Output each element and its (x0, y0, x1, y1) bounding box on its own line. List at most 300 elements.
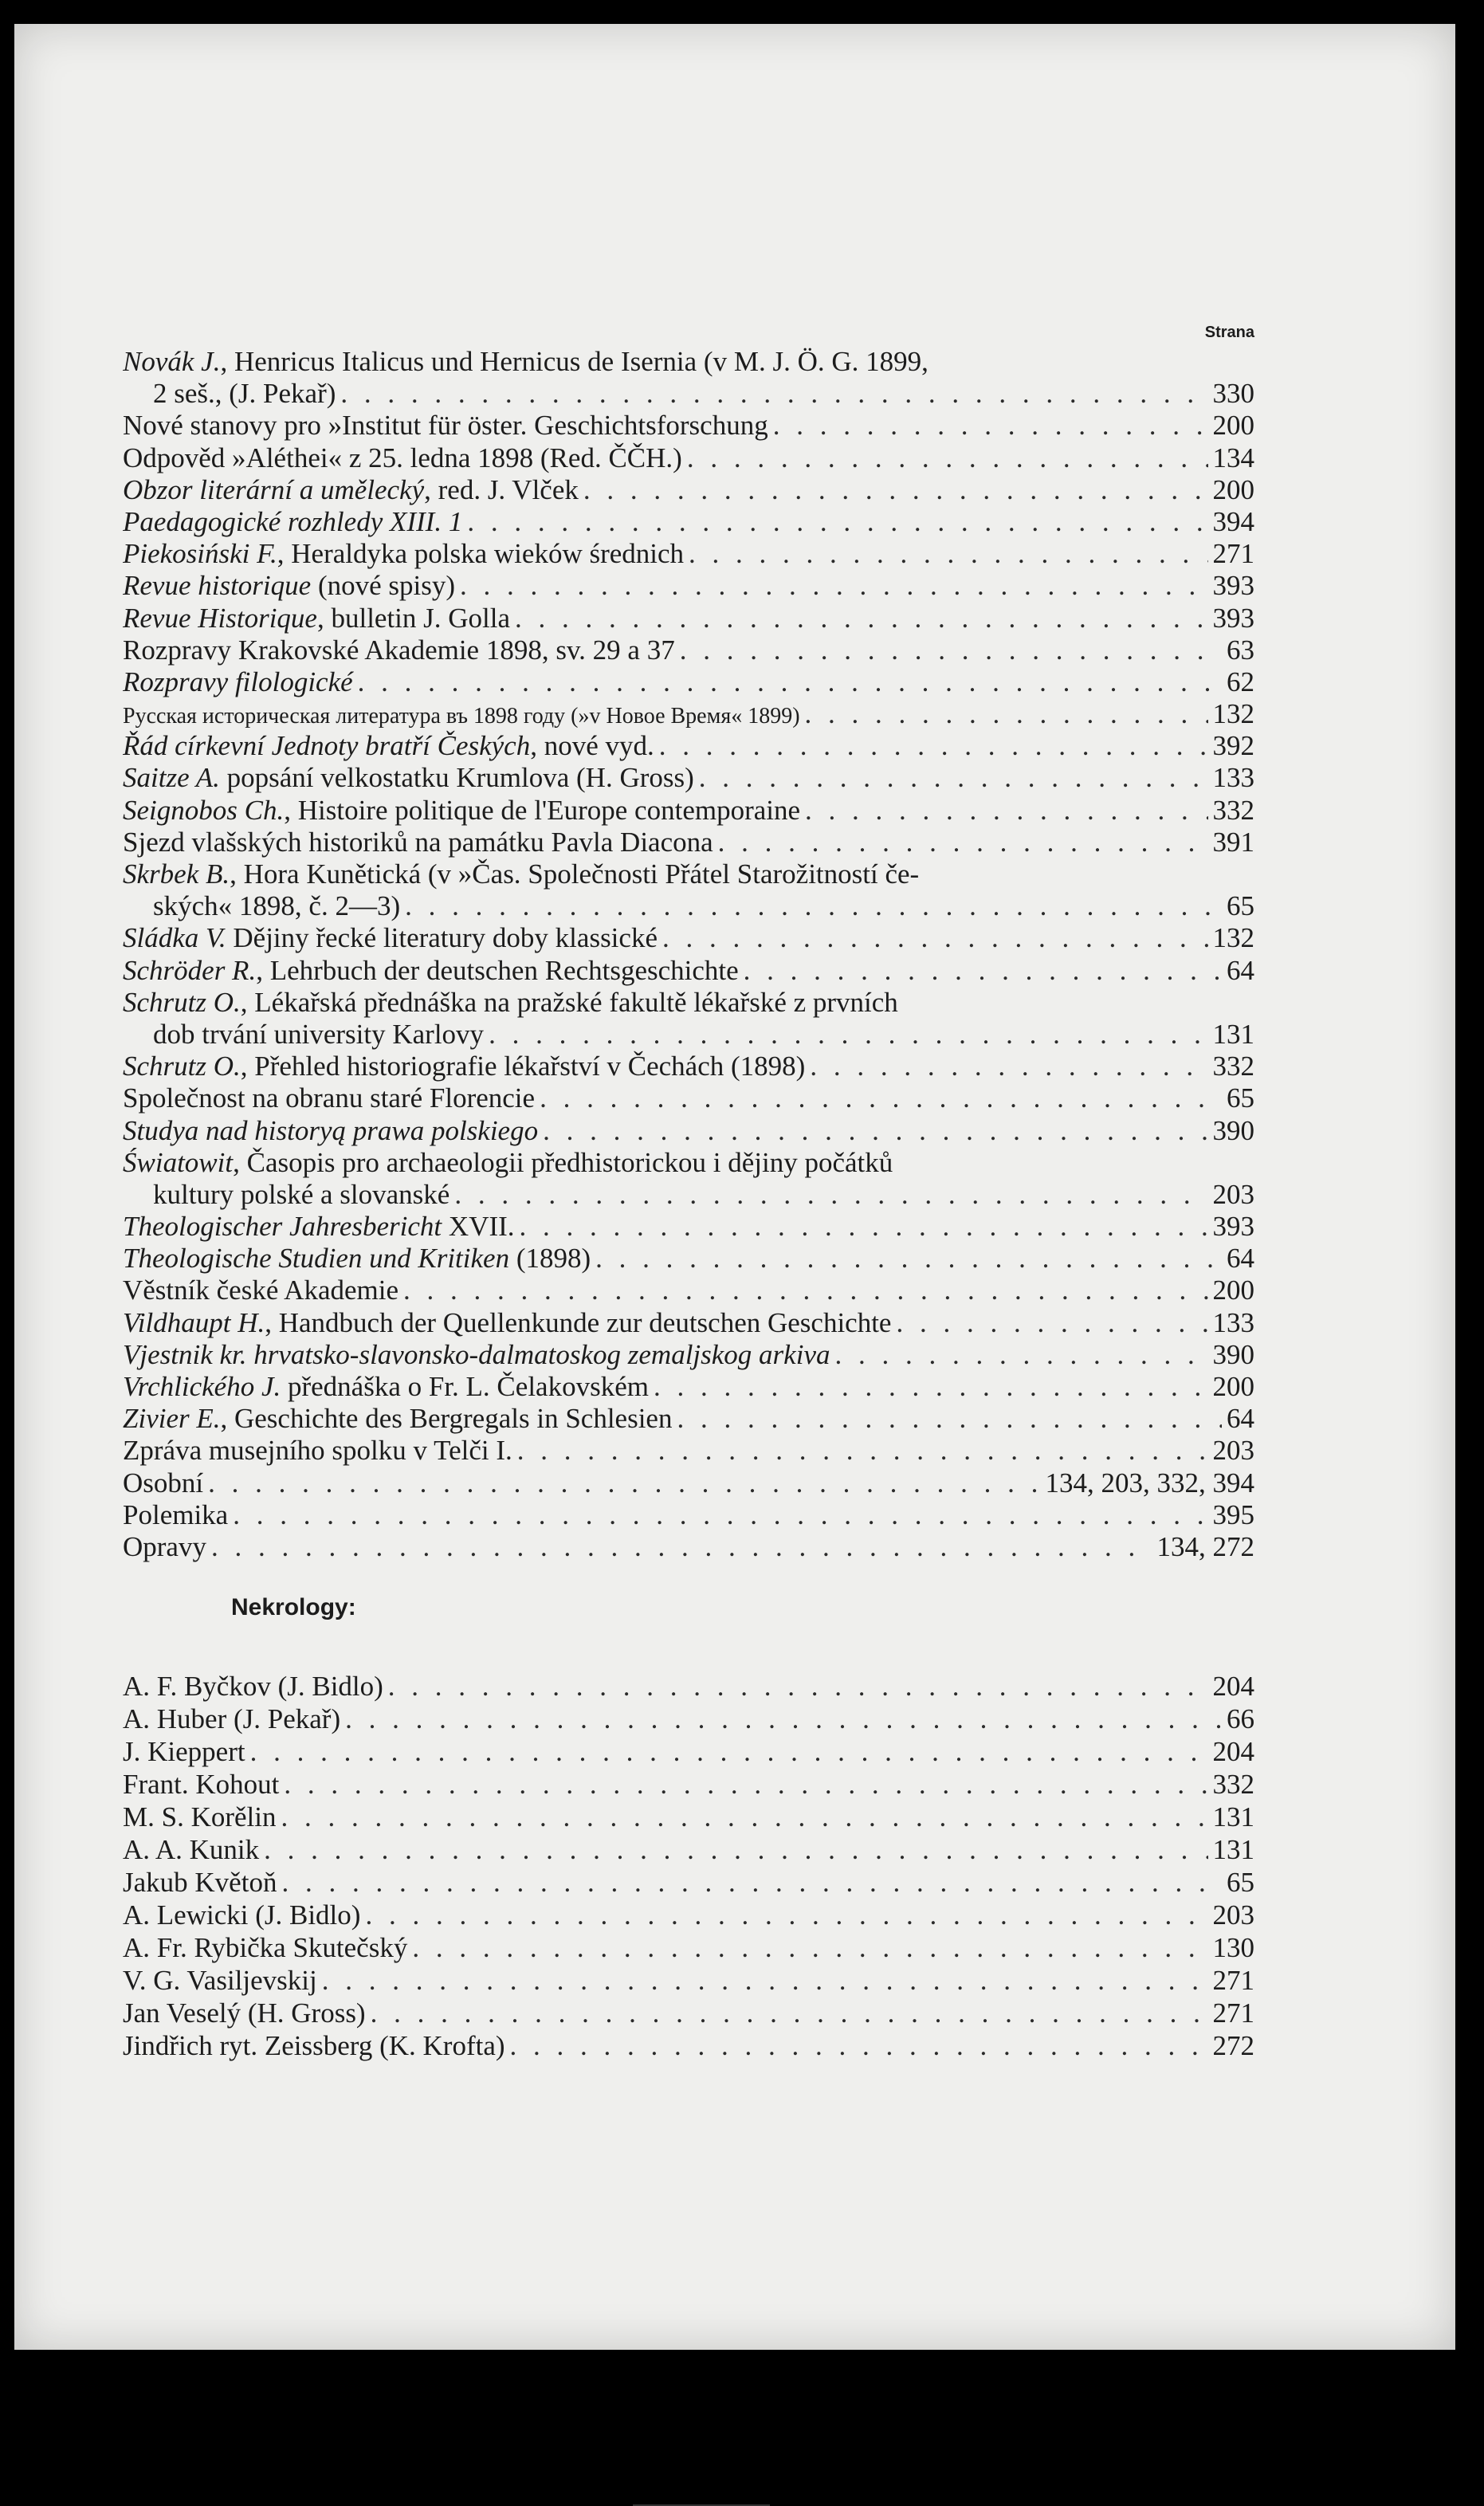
entry-line (123, 1801, 1254, 1833)
page-number: 393 (1212, 1211, 1254, 1243)
leader-dots (264, 1833, 1207, 1866)
leader-dots (412, 1931, 1207, 1964)
entry-line (123, 1211, 1254, 1243)
page-number: 393 (1212, 602, 1254, 634)
leader-dots (340, 378, 1207, 410)
leader-dots (517, 1435, 1208, 1467)
entry-line (123, 1339, 1254, 1371)
page-number: 203 (1212, 1899, 1254, 1931)
entry-title-text: , Lékařská přednáška na pražské fakultě lékařské z prvních (240, 986, 898, 1018)
index-entry (123, 506, 1254, 538)
entry-line (123, 1931, 1254, 1964)
entry-title-text: Osobní (123, 1467, 204, 1498)
entry-title-italic: Řád církevní Jednoty bratří Českých (123, 730, 531, 762)
entry-title-text: , Přehled historiografie lékařství v Čechách (1898) (240, 1051, 806, 1082)
page-number: 204 (1212, 1736, 1254, 1768)
leader-dots (805, 698, 1208, 730)
leader-dots (595, 1243, 1222, 1275)
leader-dots (365, 1899, 1207, 1931)
entry-line (123, 827, 1254, 858)
leader-dots (489, 1019, 1207, 1051)
entry-line (123, 858, 1254, 890)
obituary-entry (123, 1768, 1254, 1801)
leader-dots (834, 1339, 1207, 1371)
index-entry (123, 955, 1254, 987)
entry-title (123, 506, 462, 538)
page-number: 134, 272 (1156, 1530, 1254, 1562)
entry-title (123, 1243, 591, 1275)
entry-line (123, 1499, 1254, 1531)
leader-dots (454, 1179, 1207, 1211)
entry-title-italic: Rozpravy filologické (123, 666, 353, 697)
obituary-entry (123, 1899, 1254, 1931)
obituary-entry (123, 2029, 1254, 2062)
leader-dots (810, 1051, 1207, 1082)
leader-dots (543, 1115, 1207, 1147)
leader-dots (510, 2029, 1208, 2062)
index-entry (123, 1307, 1254, 1339)
index-entry (123, 827, 1254, 858)
leader-dots (467, 506, 1207, 538)
page-number: 200 (1212, 410, 1254, 442)
entry-title (123, 1703, 340, 1735)
entry-title-text: , Geschichte des Bergregals in Schlesien (220, 1403, 673, 1435)
entry-title (123, 1115, 538, 1147)
entry-title (123, 1275, 398, 1306)
entry-line (123, 762, 1254, 794)
entry-title (123, 1403, 672, 1435)
entry-title-italic: Seignobos Ch. (123, 794, 285, 826)
entry-title-text: Frant. Kohout (123, 1769, 280, 1801)
page-number: 64 (1227, 1403, 1254, 1435)
index-entry (123, 858, 1254, 922)
entry-line (123, 1997, 1254, 2029)
entry-title-text: Sjezd vlašských historiků na památku Pavla Diacona (123, 826, 713, 858)
entry-title-italic: Revue Historique (123, 602, 317, 634)
entry-title-italic: Vildhaupt H. (123, 1306, 265, 1338)
entry-title-text: , Časopis pro archaeologii předhistorickou i dějiny počátků (233, 1146, 893, 1178)
entry-line (123, 1467, 1254, 1499)
leader-dots (405, 890, 1222, 922)
entry-title (123, 1499, 228, 1531)
page-number: 272 (1212, 2030, 1254, 2062)
leader-dots (896, 1307, 1207, 1339)
entry-line (123, 1147, 1254, 1179)
entry-line (123, 1243, 1254, 1275)
obituary-entry (123, 1703, 1254, 1735)
entry-title (123, 858, 919, 890)
index-entry (123, 570, 1254, 602)
page-number: 332 (1212, 1051, 1254, 1082)
page-number: 131 (1212, 1834, 1254, 1866)
entry-title (123, 634, 675, 666)
leader-dots (805, 795, 1207, 827)
entry-title (123, 698, 800, 730)
entry-title-italic: Revue historique (123, 570, 312, 602)
index-entry (123, 795, 1254, 827)
index-entry (123, 634, 1254, 666)
entry-line (123, 346, 1254, 378)
index-entry (123, 442, 1254, 474)
index-entry (123, 1082, 1254, 1114)
page-number: 62 (1227, 666, 1254, 697)
entry-line (123, 1531, 1254, 1563)
entry-line (123, 506, 1254, 538)
entry-title-text: A. F. Byčkov (J. Bidlo) (123, 1671, 383, 1703)
index-entry (123, 1115, 1254, 1147)
index-entry (123, 603, 1254, 634)
entry-line (123, 955, 1254, 987)
scanned-page (14, 24, 1455, 2350)
entry-title-italic: Obzor literární a umělecký (123, 473, 425, 505)
index-entry (123, 1371, 1254, 1403)
entry-title (123, 1833, 259, 1866)
index-entry (123, 1147, 1254, 1211)
section-heading-nekrology: Nekrology: (231, 1594, 356, 1621)
leader-dots (583, 474, 1208, 506)
entry-title (123, 1147, 893, 1179)
page-number: 330 (1212, 378, 1254, 410)
index-entry (123, 1531, 1254, 1563)
column-header-strana: Strana (1204, 324, 1254, 341)
entry-line (123, 378, 1254, 410)
leader-dots (345, 1703, 1222, 1735)
leader-dots (281, 1801, 1208, 1833)
entry-line (123, 538, 1254, 570)
entry-title-italic: Vjestnik kr. hrvatsko-slavonsko-dalmatoskog zemaljskog arkiva (123, 1338, 830, 1370)
page-number: 392 (1212, 730, 1254, 762)
leader-dots (687, 442, 1208, 474)
page-number: 132 (1212, 922, 1254, 954)
page-number: 204 (1212, 1671, 1254, 1703)
entry-title (123, 1531, 206, 1563)
index-entry (123, 698, 1254, 730)
entry-line (123, 987, 1254, 1019)
entry-title-italic: Saitze A. (123, 762, 220, 794)
leader-dots (699, 762, 1208, 794)
entry-title (123, 666, 353, 698)
entry-title (153, 1019, 484, 1051)
entry-title (123, 955, 739, 987)
entry-title (123, 1899, 360, 1931)
entry-title-text: , Lehrbuch der deutschen Rechtsgeschichte (256, 954, 739, 986)
entry-line (123, 1435, 1254, 1467)
entry-title-italic: Schrutz O. (123, 986, 241, 1018)
entry-title-text: XVII. (442, 1211, 515, 1243)
leader-dots (250, 1735, 1208, 1768)
entry-line (123, 1082, 1254, 1114)
page-number: 200 (1212, 473, 1254, 505)
leader-dots (520, 1211, 1208, 1243)
index-entry (123, 538, 1254, 570)
page-number: 332 (1212, 1769, 1254, 1801)
index-entry (123, 410, 1254, 442)
index-entry (123, 474, 1254, 506)
entry-title (123, 346, 928, 378)
entry-line (123, 1833, 1254, 1866)
leader-dots (515, 603, 1207, 634)
entry-title-text: Jindřich ryt. Zeissberg (K. Krofta) (123, 2030, 505, 2062)
entry-line (123, 1307, 1254, 1339)
index-entry (123, 922, 1254, 954)
entry-line (123, 730, 1254, 762)
entry-title-italic: Skrbek B. (123, 858, 230, 890)
entry-title-text: Русская историческая литература въ 1898 году (»v Новое Время« 1899) (123, 704, 800, 729)
entry-title (123, 795, 800, 827)
entry-title-italic: Piekosiński F. (123, 538, 277, 570)
entry-title-italic: Sládka V. (123, 922, 226, 954)
entry-title-text: (1898) (509, 1243, 591, 1275)
page-number: 390 (1212, 1114, 1254, 1146)
page-number: 133 (1212, 1306, 1254, 1338)
page-number: 65 (1227, 1082, 1254, 1114)
page-number: 66 (1227, 1703, 1254, 1735)
leader-dots (388, 1670, 1208, 1703)
entry-title-text: A. Lewicki (J. Bidlo) (123, 1899, 361, 1931)
entry-title-italic: Paedagogické rozhledy XIII. 1 (123, 505, 463, 537)
index-entry (123, 1339, 1254, 1371)
entry-line (123, 1768, 1254, 1801)
leader-dots (460, 570, 1208, 602)
leader-dots (284, 1768, 1207, 1801)
entry-line (123, 698, 1254, 730)
obituary-entry (123, 1964, 1254, 1997)
entry-title (123, 827, 713, 858)
entry-title (123, 1051, 805, 1082)
entry-title-text: A. Fr. Rybička Skutečský (123, 1932, 408, 1964)
index-entry (123, 987, 1254, 1051)
page-number: 65 (1227, 890, 1254, 922)
page-number: 394 (1212, 505, 1254, 537)
leader-dots (680, 634, 1222, 666)
entry-line (123, 1371, 1254, 1403)
entry-title-text: Věstník české Akademie (123, 1275, 399, 1306)
entry-title-text: (nové spisy) (311, 570, 455, 602)
page-number: 391 (1212, 826, 1254, 858)
entry-title-text: 2 seš., (J. Pekař) (153, 378, 336, 410)
nekrology-list (123, 1670, 1254, 2062)
entry-title (123, 1997, 366, 2029)
entry-title (153, 1179, 450, 1211)
entry-title-text: A. Huber (J. Pekař) (123, 1703, 341, 1735)
leader-dots (744, 955, 1222, 987)
leader-dots (233, 1499, 1207, 1531)
entry-title (123, 603, 510, 634)
leader-dots (211, 1531, 1152, 1563)
entry-title-text: Nové stanovy pro »Institut für öster. Geschichtsforschung (123, 410, 768, 442)
page-number: 64 (1227, 954, 1254, 986)
obituary-entry (123, 1833, 1254, 1866)
entry-title-text: , Handbuch der Quellenkunde zur deutschen Geschichte (265, 1306, 892, 1338)
entry-title-text: , Hora Kunětická (v »Čas. Společnosti Přátel Starožitností če- (230, 858, 920, 890)
entry-title-text: Polemika (123, 1498, 229, 1530)
entry-title (123, 1307, 891, 1339)
entry-line (123, 922, 1254, 954)
entry-title-italic: Vrchlického J. (123, 1371, 281, 1402)
entry-title (153, 890, 400, 922)
entry-title (123, 922, 658, 954)
leader-dots (322, 1964, 1208, 1997)
leader-dots (662, 922, 1208, 954)
entry-title-text: M. S. Korělin (123, 1801, 277, 1833)
leader-dots (659, 730, 1208, 762)
entry-title (123, 1964, 317, 1997)
entry-line (123, 1179, 1254, 1211)
entry-title (123, 1670, 383, 1703)
index-entry (123, 1403, 1254, 1435)
entry-title (123, 1339, 830, 1371)
page-number: 133 (1212, 762, 1254, 794)
leader-dots (689, 538, 1207, 570)
entry-title-text: A. A. Kunik (123, 1834, 260, 1866)
entry-title-text: J. Kieppert (123, 1736, 245, 1768)
index-entry (123, 1211, 1254, 1243)
entry-line (123, 1051, 1254, 1082)
entry-title-text: , Heraldyka polska wieków średnich (277, 538, 685, 570)
entry-title (123, 1866, 277, 1899)
page-number: 134, 203, 332, 394 (1045, 1467, 1254, 1498)
entry-title-text: Opravy (123, 1530, 206, 1562)
obituary-entry (123, 1866, 1254, 1899)
entry-title-text: Společnost na obranu staré Florencie (123, 1082, 536, 1114)
page-number: 64 (1227, 1243, 1254, 1275)
entry-line (123, 1735, 1254, 1768)
entry-title-text: dob trvání university Karlovy (153, 1018, 485, 1050)
index-entry (123, 1435, 1254, 1467)
page-number: 65 (1227, 1867, 1254, 1899)
entry-title (123, 987, 898, 1019)
index-entry (123, 346, 1254, 410)
entry-line (123, 474, 1254, 506)
entry-title (123, 1435, 512, 1467)
index-entry (123, 1467, 1254, 1499)
entry-title (123, 1801, 277, 1833)
index-entry (123, 1243, 1254, 1275)
entry-title-italic: Schrutz O. (123, 1051, 241, 1082)
page-number: 271 (1212, 1965, 1254, 1997)
entry-line (123, 890, 1254, 922)
entry-line (123, 1899, 1254, 1931)
leader-dots (371, 1997, 1208, 2029)
index-entries (123, 346, 1254, 1563)
entry-title-text: Jakub Květoň (123, 1867, 277, 1899)
index-entry (123, 1275, 1254, 1306)
leader-dots (718, 827, 1208, 858)
entry-title (123, 570, 455, 602)
obituary-entry (123, 1735, 1254, 1768)
entry-line (123, 634, 1254, 666)
entry-line (123, 1703, 1254, 1735)
entry-title-text: kultury polské a slovanské (153, 1178, 450, 1210)
page-number: 203 (1212, 1435, 1254, 1467)
page-number: 132 (1212, 698, 1254, 730)
entry-title-text: , Henricus Italicus und Hernicus de Isernia (v M. J. Ö. G. 1899, (220, 346, 928, 377)
index-entry (123, 1499, 1254, 1531)
entry-title-italic: Zivier E. (123, 1403, 221, 1435)
entry-title (123, 442, 682, 474)
leader-dots (540, 1082, 1222, 1114)
index-entry (123, 666, 1254, 698)
entry-line (123, 666, 1254, 698)
obituary-entry (123, 1670, 1254, 1703)
page-number: 332 (1212, 794, 1254, 826)
page-number: 200 (1212, 1371, 1254, 1402)
entry-line (123, 570, 1254, 602)
entry-title-text: přednáška o Fr. L. Čelakovském (281, 1371, 649, 1402)
entry-line (123, 1866, 1254, 1899)
leader-dots (281, 1866, 1222, 1899)
entry-title-italic: Theologischer Jahresbericht (123, 1211, 442, 1243)
page-number: 63 (1227, 634, 1254, 666)
entry-line (123, 442, 1254, 474)
entry-title-text: Rozpravy Krakovské Akademie 1898, sv. 29 a 37 (123, 634, 675, 666)
index-entry (123, 762, 1254, 794)
page-number: 395 (1212, 1498, 1254, 1530)
entry-line (123, 1115, 1254, 1147)
entry-title-italic: Novák J. (123, 346, 221, 377)
page-number: 134 (1212, 442, 1254, 473)
leader-dots (358, 666, 1222, 698)
entry-title (123, 1768, 279, 1801)
entry-title-italic: Schröder R. (123, 954, 257, 986)
page-number: 131 (1212, 1801, 1254, 1833)
entry-title-text: , bulletin J. Golla (316, 602, 511, 634)
entry-title (123, 538, 684, 570)
index-entry (123, 730, 1254, 762)
entry-title-italic: Światowit (123, 1146, 234, 1178)
entry-line (123, 1019, 1254, 1051)
entry-line (123, 1670, 1254, 1703)
entry-title-italic: Theologische Studien und Kritiken (123, 1243, 510, 1275)
leader-dots (654, 1371, 1208, 1403)
entry-line (123, 2029, 1254, 2062)
leader-dots (208, 1467, 1040, 1499)
obituary-entry (123, 1801, 1254, 1833)
entry-title (123, 474, 579, 506)
entry-line (123, 603, 1254, 634)
page-number: 203 (1212, 1178, 1254, 1210)
entry-title (123, 1371, 649, 1403)
entry-title (123, 1211, 515, 1243)
index-entry (123, 1051, 1254, 1082)
page-number: 271 (1212, 1997, 1254, 2029)
entry-title-text: ských« 1898, č. 2—3) (153, 890, 401, 922)
entry-line (123, 410, 1254, 442)
entry-title-text: Dějiny řecké literatury doby klassické (226, 922, 658, 954)
entry-title-text: Odpověd »Aléthei« z 25. ledna 1898 (Red. ČČH.) (123, 442, 682, 473)
entry-title (153, 378, 336, 410)
entry-title-text: , nové vyd. (530, 730, 654, 762)
entry-title-text: , Histoire politique de l'Europe contemporaine (284, 794, 801, 826)
page-number: 130 (1212, 1932, 1254, 1964)
page-number: 271 (1212, 538, 1254, 570)
entry-title (123, 1931, 407, 1964)
page-number: 390 (1212, 1338, 1254, 1370)
leader-dots (677, 1403, 1222, 1435)
page-number: 131 (1212, 1018, 1254, 1050)
entry-title-italic: Studya nad historyą prawa polskiego (123, 1114, 539, 1146)
entry-title-text: V. G. Vasiljevskij (123, 1965, 317, 1997)
entry-line (123, 1275, 1254, 1306)
page-number: 393 (1212, 570, 1254, 602)
entry-title-text: Zpráva musejního spolku v Telči I. (123, 1435, 512, 1467)
entry-title (123, 762, 694, 794)
entry-title (123, 1735, 245, 1768)
leader-dots (773, 410, 1208, 442)
obituary-entry (123, 1931, 1254, 1964)
entry-title-text: , red. J. Vlček (424, 473, 579, 505)
index-content (123, 319, 1254, 2062)
